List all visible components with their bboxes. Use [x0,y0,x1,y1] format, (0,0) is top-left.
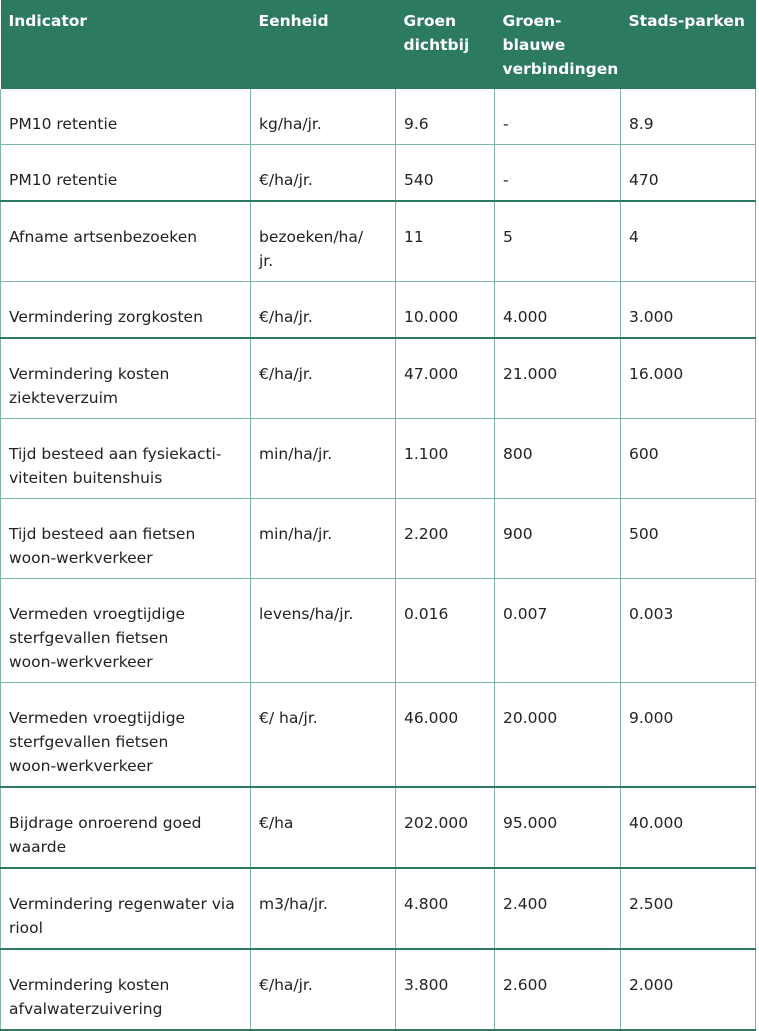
groen-dichtbij-cell: 0.016 [396,579,495,683]
stadsparken-cell: 500 [621,499,756,579]
groen-dichtbij-cell: 47.000 [396,338,495,419]
indicator-cell: Tijd besteed aan fysiekacti- viteiten buitenshuis [1,419,251,499]
table-row [1,579,756,683]
groen-blauwe-cell: - [495,145,621,202]
groen-dichtbij-cell: 2.200 [396,499,495,579]
unit-cell: €/ha/jr. [251,949,396,1030]
unit-cell: €/ ha/jr. [251,683,396,788]
groen-blauwe-cell: 2.600 [495,949,621,1030]
indicator-cell: Vermeden vroegtijdige sterfgevallen fietsen woon-werkverkeer [1,579,251,683]
unit-cell: kg/ha/jr. [251,89,396,145]
groen-dichtbij-cell: 540 [396,145,495,202]
unit-cell: €/ha/jr. [251,282,396,339]
stadsparken-cell: 9.000 [621,683,756,788]
stadsparken-cell: 470 [621,145,756,202]
groen-blauwe-cell: - [495,89,621,145]
groen-blauwe-cell: 4.000 [495,282,621,339]
groen-dichtbij-cell: 10.000 [396,282,495,339]
groen-dichtbij-cell: 4.800 [396,868,495,949]
indicator-cell: Vermindering regenwater via riool [1,868,251,949]
table-row [1,89,756,145]
groen-blauwe-cell: 2.400 [495,868,621,949]
stadsparken-cell: 2.000 [621,949,756,1030]
stadsparken-cell: 2.500 [621,868,756,949]
groen-blauwe-cell: 95.000 [495,787,621,868]
groen-dichtbij-cell: 46.000 [396,683,495,788]
unit-cell: levens/ha/jr. [251,579,396,683]
header-eenheid: Eenheid [251,0,396,89]
indicator-cell: Afname artsenbezoeken [1,201,251,282]
stadsparken-cell: 0.003 [621,579,756,683]
unit-cell: bezoeken/ha/ jr. [251,201,396,282]
table-row [1,282,756,339]
groen-dichtbij-cell: 1.100 [396,419,495,499]
unit-cell: min/ha/jr. [251,499,396,579]
table-row [1,145,756,202]
groen-dichtbij-cell: 3.800 [396,949,495,1030]
groen-blauwe-cell: 20.000 [495,683,621,788]
stadsparken-cell: 16.000 [621,338,756,419]
table-row [1,201,756,282]
table-row [1,868,756,949]
header-groen-dichtbij: Groen dichtbij [396,0,495,89]
indicator-cell: Vermindering zorgkosten [1,282,251,339]
unit-cell: m3/ha/jr. [251,868,396,949]
groen-dichtbij-cell: 202.000 [396,787,495,868]
unit-cell: €/ha [251,787,396,868]
unit-cell: min/ha/jr. [251,419,396,499]
groen-blauwe-cell: 0.007 [495,579,621,683]
groen-blauwe-cell: 800 [495,419,621,499]
table-row [1,787,756,868]
stadsparken-cell: 40.000 [621,787,756,868]
stadsparken-cell: 4 [621,201,756,282]
groen-blauwe-cell: 900 [495,499,621,579]
indicator-cell: Vermindering kosten afvalwaterzuivering [1,949,251,1030]
table-row [1,419,756,499]
header-stadsparken: Stads-parken [621,0,756,89]
header-row [1,0,756,89]
indicator-cell: PM10 retentie [1,145,251,202]
indicator-cell: Tijd besteed aan fietsen woon-werkverkeer [1,499,251,579]
header-indicator: Indicator [1,0,251,89]
stadsparken-cell: 3.000 [621,282,756,339]
groen-dichtbij-cell: 9.6 [396,89,495,145]
header-groen-blauwe-verbindingen: Groen-blauwe verbindingen [495,0,621,89]
groen-blauwe-cell: 5 [495,201,621,282]
stadsparken-cell: 600 [621,419,756,499]
unit-cell: €/ha/jr. [251,145,396,202]
unit-cell: €/ha/jr. [251,338,396,419]
indicator-cell: Vermindering kosten ziekteverzuim [1,338,251,419]
indicator-cell: Bijdrage onroerend goed waarde [1,787,251,868]
groen-blauwe-cell: 21.000 [495,338,621,419]
indicator-cell: PM10 retentie [1,89,251,145]
table-row [1,949,756,1030]
indicator-cell: Vermeden vroegtijdige sterfgevallen fietsen woon-werkverkeer [1,683,251,788]
table-row [1,338,756,419]
table-row [1,499,756,579]
groen-dichtbij-cell: 11 [396,201,495,282]
stadsparken-cell: 8.9 [621,89,756,145]
table-row [1,683,756,788]
